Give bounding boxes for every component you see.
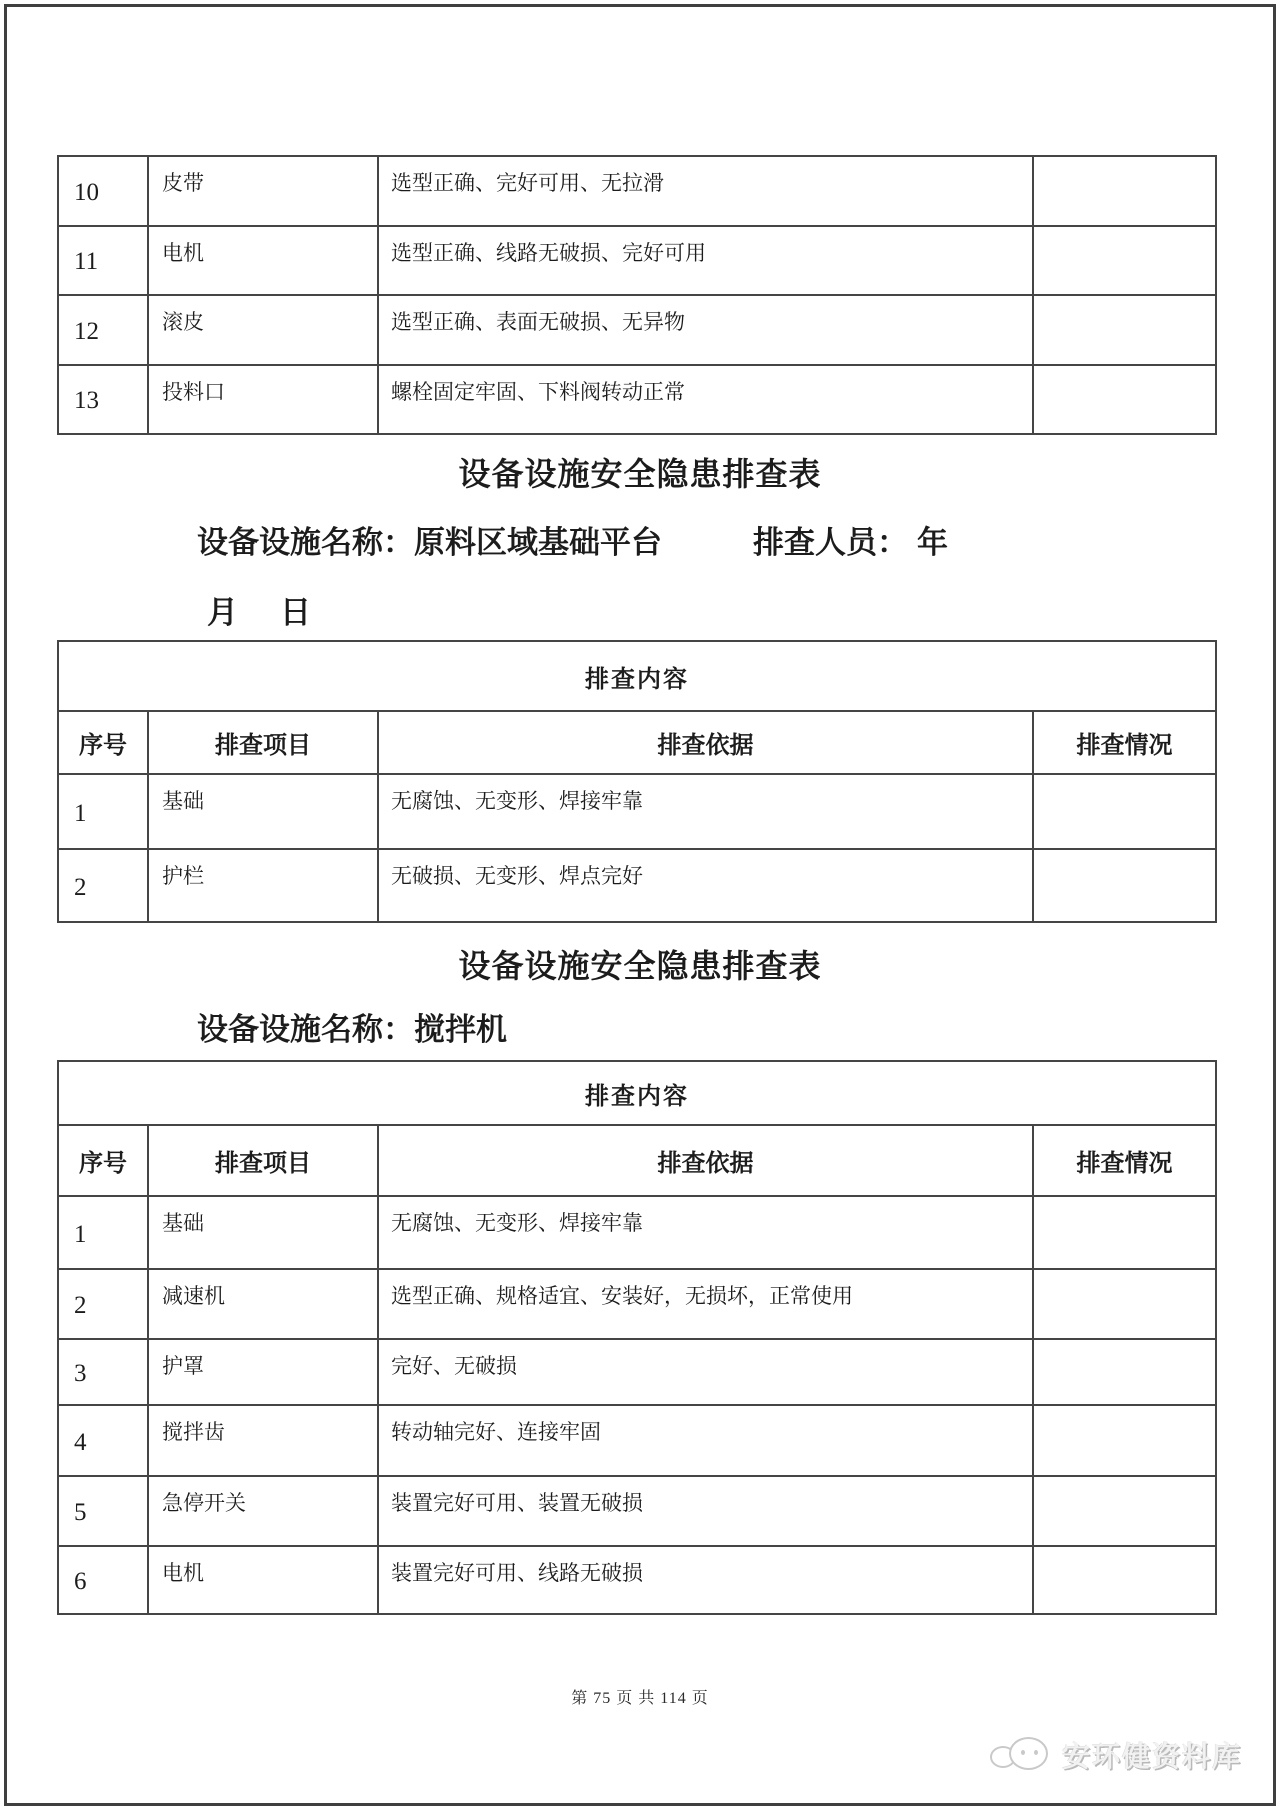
cell-item: 电机 bbox=[148, 1546, 378, 1614]
cell-item: 基础 bbox=[148, 774, 378, 849]
table-section-header: 排查内容 bbox=[58, 1061, 1216, 1125]
section2-subtitle bbox=[0, 1004, 1280, 1046]
cell-no: 10 bbox=[58, 156, 148, 226]
table-row bbox=[58, 1196, 1216, 1269]
column-header-0: 序号 bbox=[58, 1125, 148, 1196]
column-header-0: 序号 bbox=[58, 711, 148, 774]
cell-no: 1 bbox=[58, 774, 148, 849]
section1-subtitle bbox=[0, 517, 1280, 559]
cell-no: 3 bbox=[58, 1339, 148, 1405]
table-row bbox=[58, 1339, 1216, 1405]
cell-item: 投料口 bbox=[148, 365, 378, 435]
cell-no: 12 bbox=[58, 295, 148, 365]
column-header-3: 排查情况 bbox=[1033, 711, 1216, 774]
table-section-header: 排查内容 bbox=[58, 641, 1216, 711]
cell-basis: 装置完好可用、装置无破损 bbox=[378, 1476, 1033, 1546]
cell-status bbox=[1033, 1339, 1216, 1405]
checklist-table bbox=[57, 1060, 1217, 1615]
cell-item: 搅拌齿 bbox=[148, 1405, 378, 1476]
big-bubble bbox=[1009, 1737, 1048, 1770]
bubble-eye bbox=[1034, 1750, 1038, 1755]
cell-item: 电机 bbox=[148, 226, 378, 296]
column-header-3: 排查情况 bbox=[1033, 1125, 1216, 1196]
cell-basis: 转动轴完好、连接牢固 bbox=[378, 1405, 1033, 1476]
cell-no: 11 bbox=[58, 226, 148, 296]
day-label: 日 bbox=[280, 595, 311, 630]
cell-basis: 选型正确、完好可用、无拉滑 bbox=[378, 156, 1033, 226]
cell-status bbox=[1033, 156, 1216, 226]
cell-basis: 螺栓固定牢固、下料阀转动正常 bbox=[378, 365, 1033, 435]
cell-status bbox=[1033, 1196, 1216, 1269]
section2-title: 设备设施安全隐患排查表 bbox=[458, 948, 822, 984]
cell-basis: 无破损、无变形、焊点完好 bbox=[378, 849, 1033, 922]
checklist-table-continuation bbox=[57, 155, 1217, 435]
section1-title: 设备设施安全隐患排查表 bbox=[458, 456, 822, 492]
table-row bbox=[58, 1476, 1216, 1546]
table-row bbox=[58, 849, 1216, 922]
bubble-eye bbox=[1021, 1750, 1025, 1755]
column-header-row bbox=[58, 1125, 1216, 1196]
cell-item: 减速机 bbox=[148, 1269, 378, 1339]
column-header-1: 排查项目 bbox=[148, 711, 378, 774]
column-header-row bbox=[58, 711, 1216, 774]
table-row bbox=[58, 226, 1216, 296]
checklist-table bbox=[57, 640, 1217, 923]
table-row bbox=[58, 1546, 1216, 1614]
table-header-row bbox=[58, 1061, 1216, 1125]
cell-basis: 装置完好可用、线路无破损 bbox=[378, 1546, 1033, 1614]
page-number-footer: 第 75 页 共 114 页 bbox=[571, 1690, 709, 1707]
checklist-table bbox=[57, 155, 1217, 435]
cell-basis: 选型正确、线路无破损、完好可用 bbox=[378, 226, 1033, 296]
cell-status bbox=[1033, 295, 1216, 365]
cell-no: 6 bbox=[58, 1546, 148, 1614]
cell-basis: 无腐蚀、无变形、焊接牢靠 bbox=[378, 1196, 1033, 1269]
table-row bbox=[58, 295, 1216, 365]
cell-item: 皮带 bbox=[148, 156, 378, 226]
equipment-name-label: 设备设施名称：搅拌机 bbox=[197, 1012, 507, 1047]
cell-no: 13 bbox=[58, 365, 148, 435]
cell-no: 5 bbox=[58, 1476, 148, 1546]
cell-basis: 无腐蚀、无变形、焊接牢靠 bbox=[378, 774, 1033, 849]
chat-bubbles-icon bbox=[990, 1734, 1052, 1776]
cell-item: 护栏 bbox=[148, 849, 378, 922]
table-row bbox=[58, 1269, 1216, 1339]
cell-status bbox=[1033, 849, 1216, 922]
cell-status bbox=[1033, 1546, 1216, 1614]
cell-status bbox=[1033, 774, 1216, 849]
section1-date-line bbox=[0, 587, 1280, 629]
cell-basis: 选型正确、表面无破损、无异物 bbox=[378, 295, 1033, 365]
section1-checklist-table bbox=[57, 640, 1217, 923]
watermark bbox=[990, 1732, 1242, 1778]
table-header-row bbox=[58, 641, 1216, 711]
table-row bbox=[58, 774, 1216, 849]
cell-item: 基础 bbox=[148, 1196, 378, 1269]
table-row bbox=[58, 365, 1216, 435]
cell-status bbox=[1033, 226, 1216, 296]
year-label: 年 bbox=[917, 525, 948, 560]
cell-status bbox=[1033, 1269, 1216, 1339]
watermark-text: 安环健资料库 bbox=[1061, 1742, 1242, 1773]
cell-status bbox=[1033, 365, 1216, 435]
cell-basis: 选型正确、规格适宜、安装好，无损坏，正常使用 bbox=[378, 1269, 1033, 1339]
table-row bbox=[58, 156, 1216, 226]
equipment-name-label: 设备设施名称：原料区域基础平台 bbox=[197, 525, 662, 560]
cell-item: 滚皮 bbox=[148, 295, 378, 365]
cell-item: 护罩 bbox=[148, 1339, 378, 1405]
column-header-1: 排查项目 bbox=[148, 1125, 378, 1196]
column-header-2: 排查依据 bbox=[378, 711, 1033, 774]
cell-status bbox=[1033, 1405, 1216, 1476]
cell-no: 4 bbox=[58, 1405, 148, 1476]
cell-item: 急停开关 bbox=[148, 1476, 378, 1546]
column-header-2: 排查依据 bbox=[378, 1125, 1033, 1196]
month-label: 月 bbox=[207, 595, 238, 630]
cell-status bbox=[1033, 1476, 1216, 1546]
cell-no: 1 bbox=[58, 1196, 148, 1269]
cell-no: 2 bbox=[58, 1269, 148, 1339]
section2-checklist-table bbox=[57, 1060, 1217, 1615]
cell-basis: 完好、无破损 bbox=[378, 1339, 1033, 1405]
cell-no: 2 bbox=[58, 849, 148, 922]
inspector-label: 排查人员： bbox=[753, 525, 908, 560]
table-row bbox=[58, 1405, 1216, 1476]
